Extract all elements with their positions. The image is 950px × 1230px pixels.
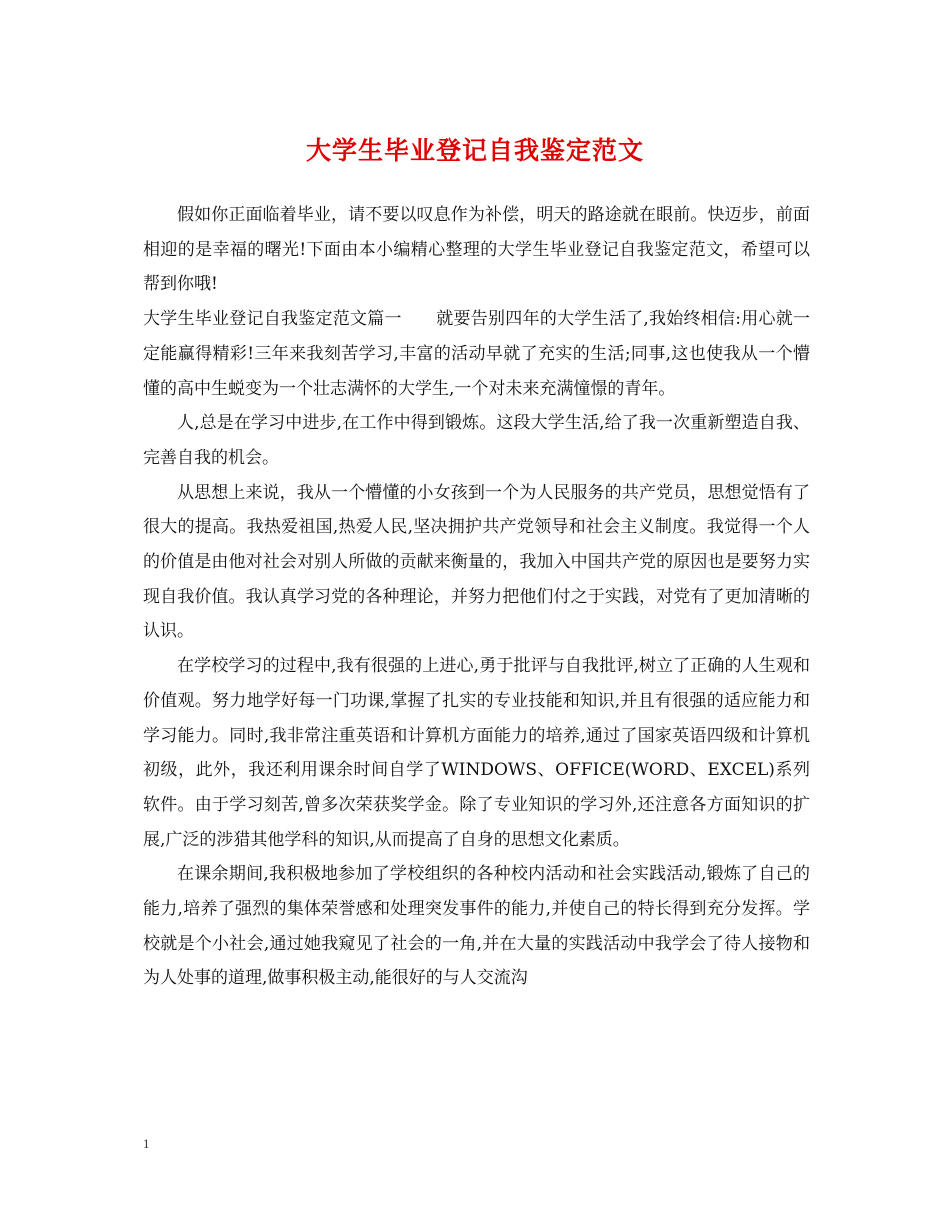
paragraph-intro: 假如你正面临着毕业，请不要以叹息作为补偿，明天的路途就在眼前。快迈步，前面相迎的是幸福的曙光!下面由本小编精心整理的大学生毕业登记自我鉴定范文，希望可以帮到你哦! [143, 205, 810, 295]
paragraph-ideology: 从思想上来说，我从一个懵懂的小女孩到一个为人民服务的共产党员，思想觉悟有了很大的提高。我热爱祖国,热爱人民,坚决拥护共产党领导和社会主义制度。我觉得一个人的价值是由他对社会对别人所做的贡献来衡量的，我加入中国共产党的原因也是要努力实现自我价值。我认真学习党的各种理论，并努力把他们付之于实践，对党有了更加清晰的认识。 [143, 482, 810, 642]
document-title: 大学生毕业登记自我鉴定范文 [305, 136, 644, 165]
paragraph-section-one: 大学生毕业登记自我鉴定范文篇一 就要告别四年的大学生活了,我始终相信:用心就一定能赢得精彩!三年来我刻苦学习,丰富的活动早就了充实的生活;同事,这也使我从一个懵懂的高中生蜕变为一个壮志满怀的大学生,一个对未来充满憧憬的青年。 [143, 309, 810, 399]
document-body [143, 198, 810, 996]
page-number: 1 [143, 1136, 150, 1151]
paragraph-study: 在学校学习的过程中,我有很强的上进心,勇于批评与自我批评,树立了正确的人生观和价值观。努力地学好每一门功课,掌握了扎实的专业技能和知识,并且有很强的适应能力和学习能力。同时,我非常注重英语和计算机方面能力的培养,通过了国家英语四级和计算机初级，此外，我还利用课余时间自学了WINDOWS、OFFICE(WORD、EXCEL)系列软件。由于学习刻苦,曾多次荣获奖学金。除了专业知识的学习外,还注意各方面知识的扩展,广泛的涉猎其他学科的知识,从而提高了自身的思想文化素质。 [143, 656, 810, 850]
paragraph-activities: 在课余期间,我积极地参加了学校组织的各种校内活动和社会实践活动,锻炼了自己的能力,培养了强烈的集体荣誉感和处理突发事件的能力,并使自己的特长得到充分发挥。学校就是个小社会,通过她我窥见了社会的一角,并在大量的实践活动中我学会了待人接物和为人处事的道理,做事积极主动,能很好的与人交流沟 [143, 864, 810, 989]
paragraph-growth: 人,总是在学习中进步,在工作中得到锻炼。这段大学生活,给了我一次重新塑造自我、完善自我的机会。 [143, 413, 810, 468]
